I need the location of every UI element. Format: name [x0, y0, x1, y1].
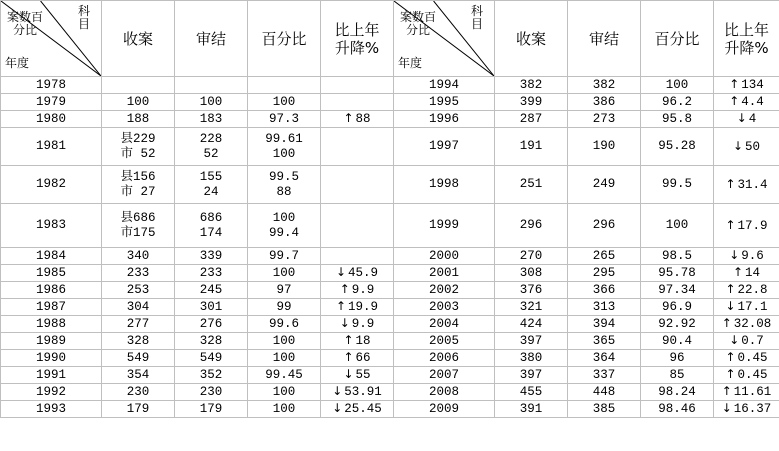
year-cell: 2002: [394, 282, 495, 299]
diag-year: 年度: [398, 56, 423, 70]
arrow-up-icon: ↑: [343, 333, 354, 347]
pct-cell: 97: [248, 282, 321, 299]
pct-cell: 95.78: [641, 265, 714, 282]
pct-line2: 100: [272, 146, 296, 161]
header-shou: 收案: [495, 1, 568, 77]
pct-cell: 99.6: [248, 316, 321, 333]
change-cell: [321, 111, 394, 128]
shou-line2: 市 52: [120, 146, 156, 161]
change-value: 53.91: [344, 385, 382, 399]
arrow-down-icon: ↓: [736, 111, 747, 125]
change-value: 88: [355, 112, 371, 126]
shou-cell: 340: [102, 248, 175, 265]
diag-subject: 科目: [77, 4, 90, 31]
pct-cell: [248, 166, 321, 204]
change-value: 22.8: [737, 283, 768, 297]
year-cell: 1988: [1, 316, 102, 333]
shen-cell: 179: [175, 401, 248, 418]
pct-cell: 100: [641, 204, 714, 248]
shou-cell: 455: [495, 384, 568, 401]
change-cell: [714, 204, 779, 248]
change-value: 0.7: [741, 334, 764, 348]
arrow-down-icon: ↓: [332, 384, 343, 398]
shou-cell: 304: [102, 299, 175, 316]
change-value: 55: [355, 368, 371, 382]
year-cell: 1997: [394, 128, 495, 166]
table-row: [1, 128, 779, 166]
shou-cell: 376: [495, 282, 568, 299]
shen-cell: 386: [568, 94, 641, 111]
pct-cell: 97.34: [641, 282, 714, 299]
shou-cell: 270: [495, 248, 568, 265]
year-cell: 1996: [394, 111, 495, 128]
arrow-down-icon: ↓: [339, 316, 350, 330]
change-cell: [714, 248, 779, 265]
change-cell: [714, 282, 779, 299]
change-cell: [714, 401, 779, 418]
change-value: 19.9: [348, 300, 379, 314]
shou-cell: 233: [102, 265, 175, 282]
year-cell: 1982: [1, 166, 102, 204]
year-cell: 2007: [394, 367, 495, 384]
arrow-up-icon: ↑: [732, 265, 744, 279]
shen-cell: 245: [175, 282, 248, 299]
shou-cell: 397: [495, 367, 568, 384]
change-cell: [714, 384, 779, 401]
shen-cell: 301: [175, 299, 248, 316]
pct-cell: 96.2: [641, 94, 714, 111]
shou-cell: 382: [495, 77, 568, 94]
pct-cell: [248, 204, 321, 248]
shen-cell: 230: [175, 384, 248, 401]
shen-cell: 448: [568, 384, 641, 401]
change-value: 16.37: [733, 402, 772, 416]
arrow-up-icon: ↑: [721, 316, 732, 330]
pct-cell: 98.5: [641, 248, 714, 265]
pct-line2: 99.4: [268, 225, 299, 240]
shen-line1: 155: [199, 169, 223, 184]
pct-cell: 100: [248, 333, 321, 350]
pct-cell: 85: [641, 367, 714, 384]
table-row: [1, 265, 779, 282]
year-cell: 2004: [394, 316, 495, 333]
change-cell: [321, 367, 394, 384]
change-value: 0.45: [737, 351, 768, 365]
year-cell: 1984: [1, 248, 102, 265]
shou-cell: 287: [495, 111, 568, 128]
pct-cell: 96.9: [641, 299, 714, 316]
shen-cell: 183: [175, 111, 248, 128]
shen-cell: 313: [568, 299, 641, 316]
arrow-up-icon: ↑: [339, 282, 350, 296]
header-change: 比上年升降%: [714, 1, 779, 77]
pct-cell: 100: [248, 265, 321, 282]
change-cell: [714, 316, 779, 333]
shen-cell: 276: [175, 316, 248, 333]
year-cell: 1995: [394, 94, 495, 111]
table-row: [1, 77, 779, 94]
pct-cell: 98.24: [641, 384, 714, 401]
shou-cell: 308: [495, 265, 568, 282]
shen-cell: 382: [568, 77, 641, 94]
shou-cell: 549: [102, 350, 175, 367]
shou-cell: 296: [495, 204, 568, 248]
arrow-up-icon: ↑: [343, 350, 354, 364]
header-pct: 百分比: [641, 1, 714, 77]
year-cell: 2001: [394, 265, 495, 282]
pct-line1: 99.61: [265, 131, 303, 146]
arrow-up-icon: ↑: [725, 217, 736, 232]
year-cell: 2008: [394, 384, 495, 401]
shou-cell: 380: [495, 350, 568, 367]
shen-cell: 365: [568, 333, 641, 350]
change-value: 45.9: [348, 266, 379, 280]
shou-cell: 321: [495, 299, 568, 316]
year-cell: 1983: [1, 204, 102, 248]
change-cell: [714, 299, 779, 316]
header-pct: 百分比: [248, 1, 321, 77]
pct-cell: 99.5: [641, 166, 714, 204]
year-cell: 1980: [1, 111, 102, 128]
pct-cell: 99.45: [248, 367, 321, 384]
change-cell: [321, 282, 394, 299]
pct-cell: [248, 128, 321, 166]
change-cell: [321, 94, 394, 111]
diag-subject: 科目: [470, 4, 483, 31]
shou-cell: 277: [102, 316, 175, 333]
change-value: 66: [355, 351, 371, 365]
pct-cell: 100: [248, 94, 321, 111]
shen-cell: 352: [175, 367, 248, 384]
shou-cell: [102, 204, 175, 248]
table-row: [1, 367, 779, 384]
pct-cell: 96: [641, 350, 714, 367]
shen-cell: 366: [568, 282, 641, 299]
change-value: 4.4: [741, 95, 764, 109]
change-cell: [714, 77, 779, 94]
table-row: [1, 94, 779, 111]
year-cell: 1981: [1, 128, 102, 166]
pct-cell: 100: [641, 77, 714, 94]
shen-cell: 265: [568, 248, 641, 265]
year-cell: 2003: [394, 299, 495, 316]
shen-cell: [175, 204, 248, 248]
arrow-up-icon: ↑: [343, 111, 354, 125]
shou-line1: 县229: [120, 131, 156, 146]
pct-cell: 100: [248, 401, 321, 418]
pct-cell: 97.3: [248, 111, 321, 128]
shou-cell: 188: [102, 111, 175, 128]
change-value: 14: [745, 266, 761, 280]
change-value: 31.4: [737, 177, 768, 192]
year-cell: 2006: [394, 350, 495, 367]
change-value: 0.45: [737, 368, 768, 382]
change-cell: [714, 128, 779, 166]
pct-cell: [248, 77, 321, 94]
change-cell: [714, 367, 779, 384]
shou-cell: 100: [102, 94, 175, 111]
shou-line1: 县156: [120, 169, 156, 184]
shou-cell: [102, 77, 175, 94]
pct-cell: 95.8: [641, 111, 714, 128]
table-row: [1, 111, 779, 128]
arrow-down-icon: ↓: [332, 401, 343, 415]
shou-cell: 230: [102, 384, 175, 401]
shen-cell: 385: [568, 401, 641, 418]
change-value: 9.9: [351, 283, 375, 297]
table-row: [1, 333, 779, 350]
table-row: [1, 316, 779, 333]
header-change: 比上年升降%: [321, 1, 394, 77]
header-shen: 审结: [568, 1, 641, 77]
change-cell: [321, 350, 394, 367]
pct-cell: 99: [248, 299, 321, 316]
table-row: [1, 299, 779, 316]
arrow-up-icon: ↑: [721, 384, 732, 398]
shen-cell: 233: [175, 265, 248, 282]
shen-line1: 228: [199, 131, 223, 146]
shou-cell: 399: [495, 94, 568, 111]
shen-cell: 364: [568, 350, 641, 367]
shou-cell: 397: [495, 333, 568, 350]
table-row: [1, 401, 779, 418]
shen-cell: [175, 77, 248, 94]
diag-count: 案数百分比: [399, 10, 436, 37]
arrow-up-icon: ↑: [725, 350, 736, 364]
year-cell: 1998: [394, 166, 495, 204]
shen-cell: 549: [175, 350, 248, 367]
change-value: 18: [355, 334, 371, 348]
change-value: 9.6: [741, 249, 764, 263]
diagonal-header-right: [394, 1, 495, 77]
diag-count: 案数百分比: [6, 10, 43, 37]
diag-year: 年度: [5, 56, 30, 70]
shen-cell: 328: [175, 333, 248, 350]
pct-line1: 100: [272, 210, 296, 225]
pct-cell: 98.46: [641, 401, 714, 418]
shen-cell: 394: [568, 316, 641, 333]
shen-line2: 52: [203, 146, 219, 161]
table-row: [1, 248, 779, 265]
shou-cell: 424: [495, 316, 568, 333]
shen-cell: [175, 166, 248, 204]
change-value: 50: [745, 139, 761, 154]
table-row: [1, 384, 779, 401]
change-value: 9.9: [351, 317, 375, 331]
change-cell: [321, 204, 394, 248]
arrow-up-icon: ↑: [725, 176, 736, 191]
shou-cell: 191: [495, 128, 568, 166]
shen-cell: 295: [568, 265, 641, 282]
shou-cell: 179: [102, 401, 175, 418]
year-cell: 1992: [1, 384, 102, 401]
year-cell: 1999: [394, 204, 495, 248]
pct-cell: 100: [248, 350, 321, 367]
change-cell: [714, 265, 779, 282]
change-cell: [321, 384, 394, 401]
shen-cell: 337: [568, 367, 641, 384]
year-cell: 2005: [394, 333, 495, 350]
shen-cell: 273: [568, 111, 641, 128]
shou-cell: 251: [495, 166, 568, 204]
change-cell: [714, 94, 779, 111]
change-value: 134: [741, 78, 764, 92]
arrow-down-icon: ↓: [732, 138, 744, 153]
year-cell: 1985: [1, 265, 102, 282]
header-shen: 审结: [175, 1, 248, 77]
change-value: 4: [748, 112, 757, 126]
shou-cell: 328: [102, 333, 175, 350]
year-cell: 1990: [1, 350, 102, 367]
arrow-down-icon: ↓: [343, 367, 354, 381]
table-row: [1, 166, 779, 204]
arrow-up-icon: ↑: [725, 367, 736, 381]
year-cell: 1991: [1, 367, 102, 384]
header-shou: 收案: [102, 1, 175, 77]
shen-cell: 249: [568, 166, 641, 204]
shen-line2: 24: [203, 184, 219, 199]
pct-line1: 99.5: [268, 169, 299, 184]
shou-cell: [102, 166, 175, 204]
shou-line2: 市175: [120, 225, 156, 240]
shou-cell: [102, 128, 175, 166]
arrow-up-icon: ↑: [729, 77, 740, 91]
change-cell: [714, 166, 779, 204]
year-cell: 1993: [1, 401, 102, 418]
arrow-up-icon: ↑: [729, 94, 740, 108]
pct-cell: 95.28: [641, 128, 714, 166]
change-cell: [321, 316, 394, 333]
arrow-up-icon: ↑: [725, 282, 736, 296]
change-value: 17.9: [737, 218, 768, 233]
year-cell: 1978: [1, 77, 102, 94]
arrow-down-icon: ↓: [729, 333, 740, 347]
change-cell: [321, 77, 394, 94]
change-cell: [321, 401, 394, 418]
table-row: [1, 350, 779, 367]
arrow-down-icon: ↓: [729, 248, 740, 262]
arrow-down-icon: ↓: [725, 299, 736, 313]
shen-cell: [175, 128, 248, 166]
year-cell: 2000: [394, 248, 495, 265]
shen-cell: 296: [568, 204, 641, 248]
shen-cell: 339: [175, 248, 248, 265]
table-row: [1, 282, 779, 299]
year-cell: 1989: [1, 333, 102, 350]
shen-cell: 100: [175, 94, 248, 111]
change-cell: [714, 350, 779, 367]
shou-cell: 253: [102, 282, 175, 299]
change-value: 11.61: [733, 385, 772, 399]
pct-line2: 88: [276, 184, 292, 199]
shou-cell: 354: [102, 367, 175, 384]
year-cell: 1994: [394, 77, 495, 94]
shou-line1: 县686: [120, 210, 156, 225]
year-cell: 2009: [394, 401, 495, 418]
year-cell: 1987: [1, 299, 102, 316]
diagonal-header-left: [1, 1, 102, 77]
shou-cell: 391: [495, 401, 568, 418]
change-cell: [714, 111, 779, 128]
pct-cell: 90.4: [641, 333, 714, 350]
year-cell: 1986: [1, 282, 102, 299]
shen-line2: 174: [199, 225, 223, 240]
change-cell: [321, 265, 394, 282]
change-cell: [321, 248, 394, 265]
shen-cell: 190: [568, 128, 641, 166]
arrow-down-icon: ↓: [335, 265, 347, 279]
change-cell: [321, 128, 394, 166]
table-row: [1, 204, 779, 248]
shen-line1: 686: [199, 210, 223, 225]
change-value: 17.1: [737, 300, 768, 314]
change-cell: [714, 333, 779, 350]
change-cell: [321, 299, 394, 316]
change-cell: [321, 166, 394, 204]
year-cell: 1979: [1, 94, 102, 111]
pct-cell: 99.7: [248, 248, 321, 265]
change-value: 32.08: [733, 317, 772, 331]
pct-cell: 92.92: [641, 316, 714, 333]
change-value: 25.45: [344, 402, 382, 416]
change-cell: [321, 333, 394, 350]
arrow-down-icon: ↓: [721, 401, 732, 415]
shou-line2: 市 27: [120, 184, 156, 199]
arrow-up-icon: ↑: [335, 299, 347, 313]
pct-cell: 100: [248, 384, 321, 401]
